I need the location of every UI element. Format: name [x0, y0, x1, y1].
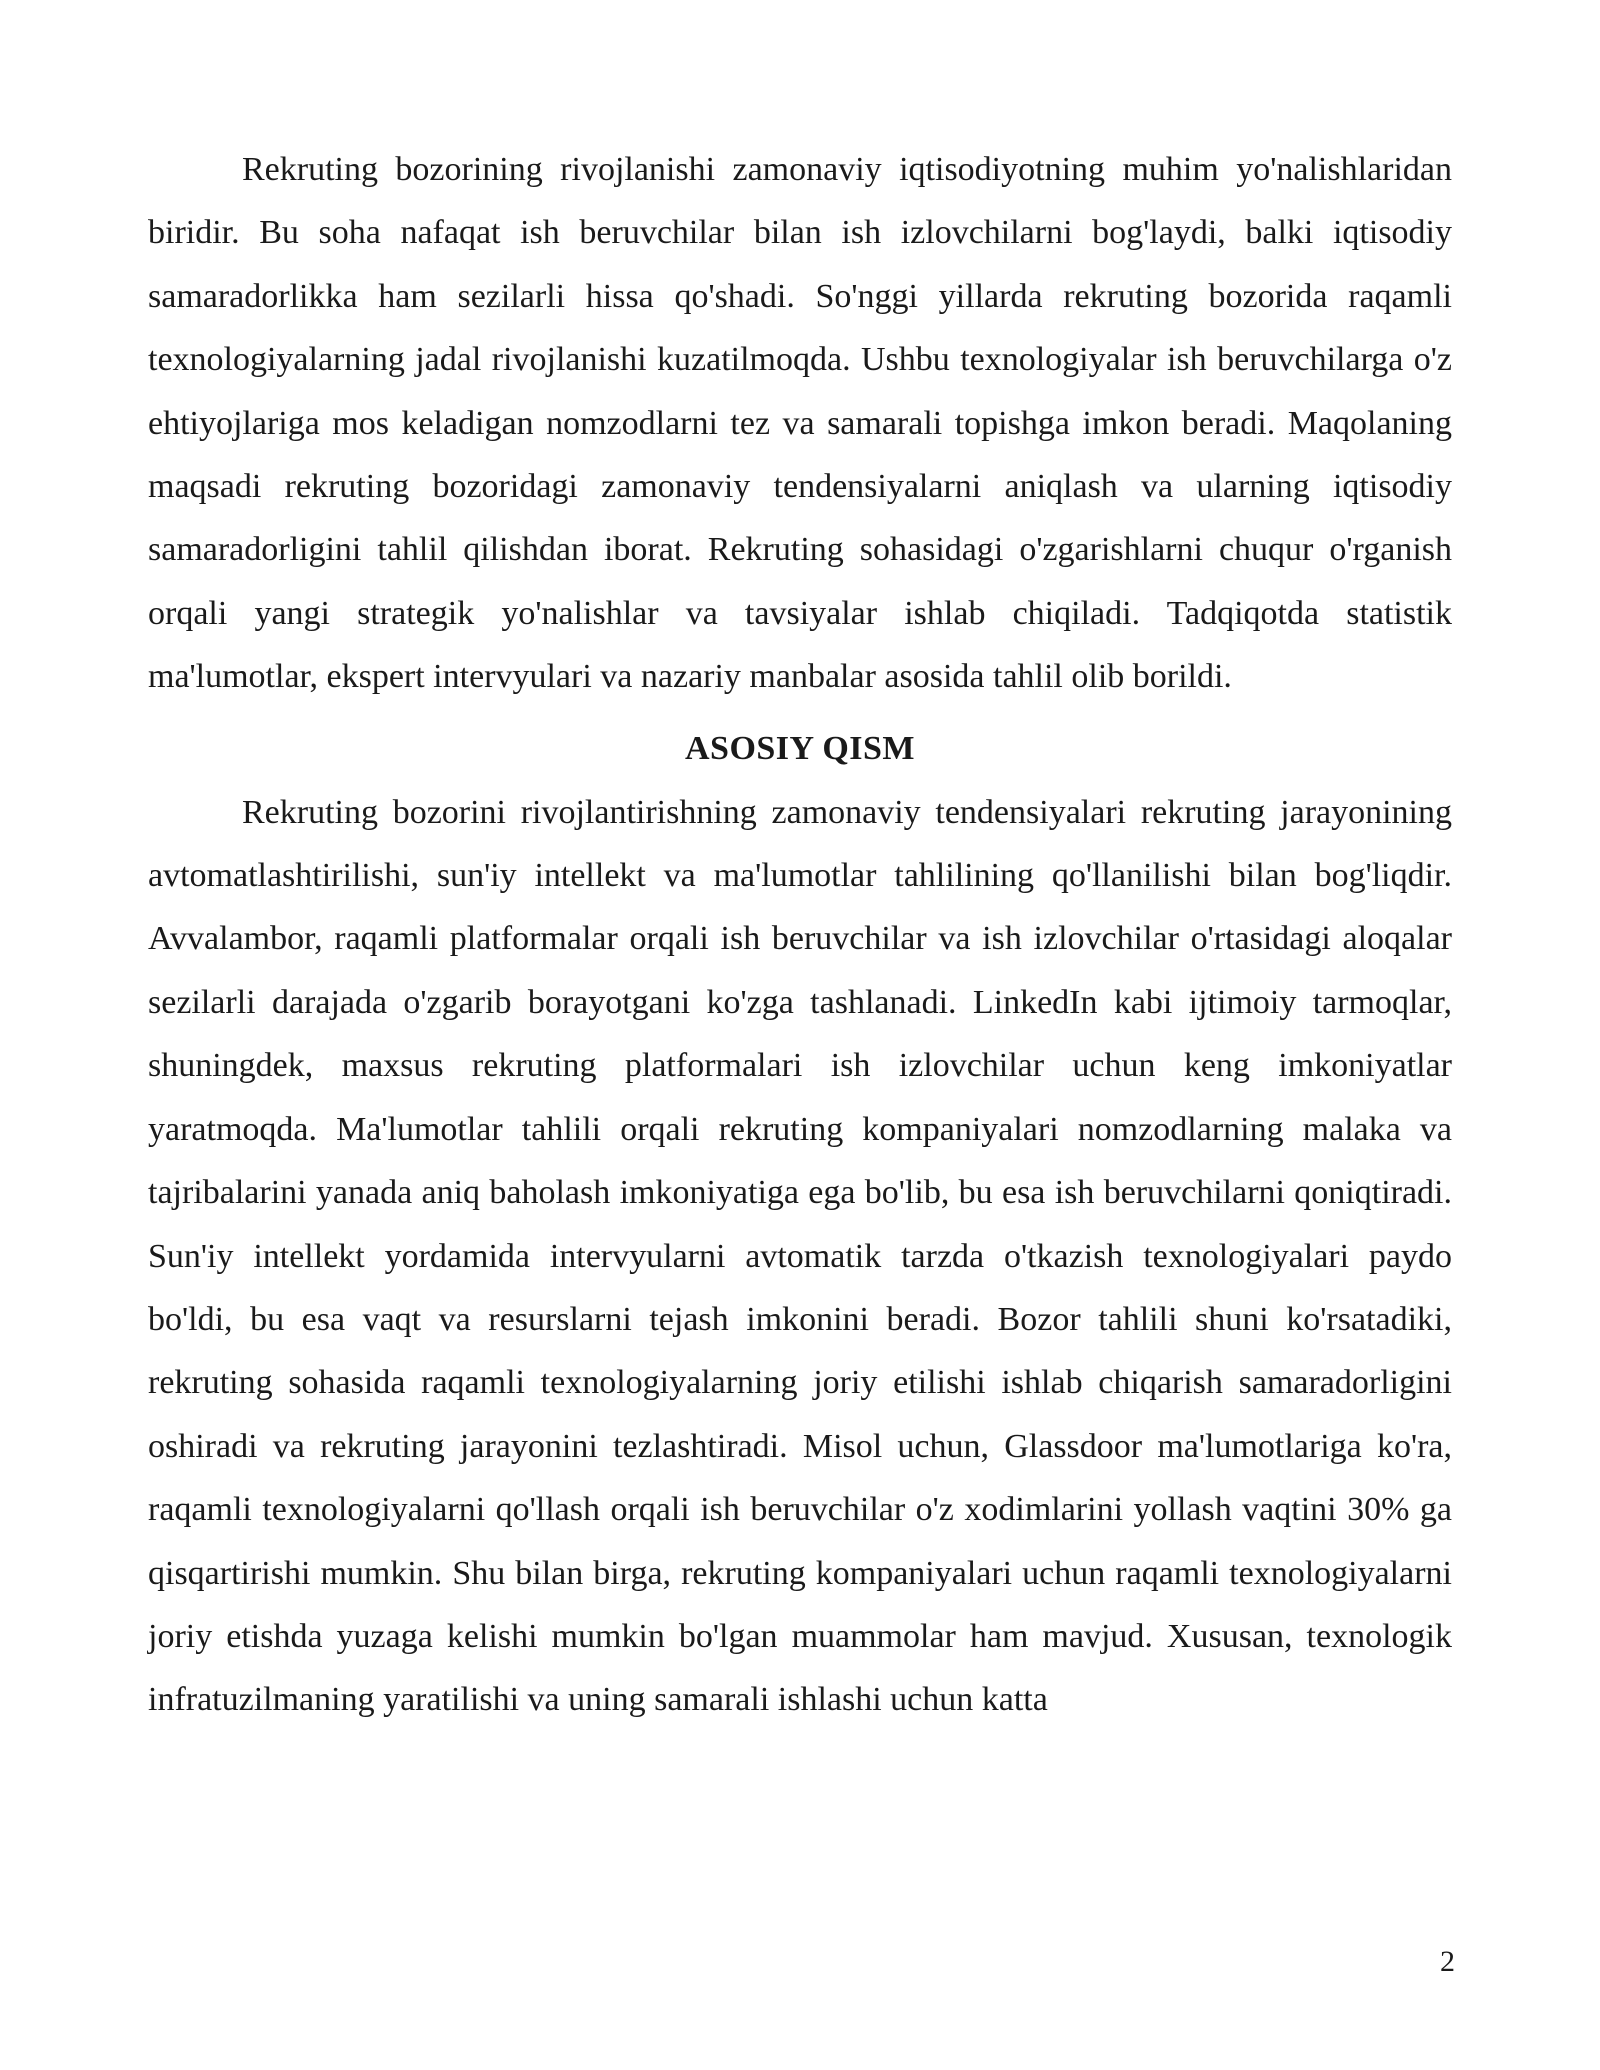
intro-paragraph: Rekruting bozorining rivojlanishi zamonaviy iqtisodiyotning muhim yo'nalishlaridan biridir. Bu soha nafaqat ish beruvchilar bilan ish izlovchilarni bog'laydi, balki iqtisodiy samaradorlikka ham sezilarli hissa qo'shadi. So'nggi yillarda rekruting bozorida raqamli texnologiyalarning jadal rivojlanishi kuzatilmoqda. Ushbu texnologiyalar ish beruvchilarga o'z ehtiyojlariga mos keladigan nomzodlarni tez va samarali topishga imkon beradi. Maqolaning maqsadi rekruting bozoridagi zamonaviy tendensiyalarni aniqlash va ularning iqtisodiy samaradorligini tahlil qilishdan iborat. Rekruting sohasidagi o'zgarishlarni chuqur o'rganish orqali yangi strategik yo'nalishlar va tavsiyalar ishlab chiqiladi. Tadqiqotda statistik ma'lumotlar, ekspert intervyulari va nazariy manbalar asosida tahlil olib borildi. — [148, 151, 1452, 696]
main-paragraph: Rekruting bozorini rivojlantirishning zamonaviy tendensiyalari rekruting jarayonining avtomatlashtirilishi, sun'iy intellekt va ma'lumotlar tahlilining qo'llanilishi bilan bog'liqdir. Avvalambor, raqamli platformalar orqali ish beruvchilar va ish izlovchilar o'rtasidagi aloqalar sezilarli darajada o'zgarib borayotgani ko'zga tashlanadi. LinkedIn kabi ijtimoiy tarmoqlar, shuningdek, maxsus rekruting platformalari ish izlovchilar uchun keng imkoniyatlar yaratmoqda. Ma'lumotlar tahlili orqali rekruting kompaniyalari nomzodlarning malaka va tajribalarini yanada aniq baholash imkoniyatiga ega bo'lib, bu esa ish beruvchilarni qoniqtiradi. Sun'iy intellekt yordamida intervyularni avtomatik tarzda o'tkazish texnologiyalari paydo bo'ldi, bu esa vaqt va resurslarni tejash imkonini beradi. Bozor tahlili shuni ko'rsatadiki, rekruting sohasida raqamli texnologiyalarning joriy etilishi ishlab chiqarish samaradorligini oshiradi va rekruting jarayonini tezlashtiradi. Misol uchun, Glassdoor ma'lumotlariga ko'ra, raqamli texnologiyalarni qo'llash orqali ish beruvchilar o'z xodimlarini yollash vaqtini 30% ga qisqartirishi mumkin. Shu bilan birga, rekruting kompaniyalari uchun raqamli texnologiyalarni joriy etishda yuzaga kelishi mumkin bo'lgan muammolar ham mavjud. Xususan, texnologik infratuzilmaning yaratilishi va uning samarali ishlashi uchun katta — [148, 793, 1452, 1719]
section-heading: ASOSIY QISM — [684, 729, 916, 767]
page-body — [148, 138, 1452, 1732]
page-number: 2 — [1440, 1945, 1455, 1978]
